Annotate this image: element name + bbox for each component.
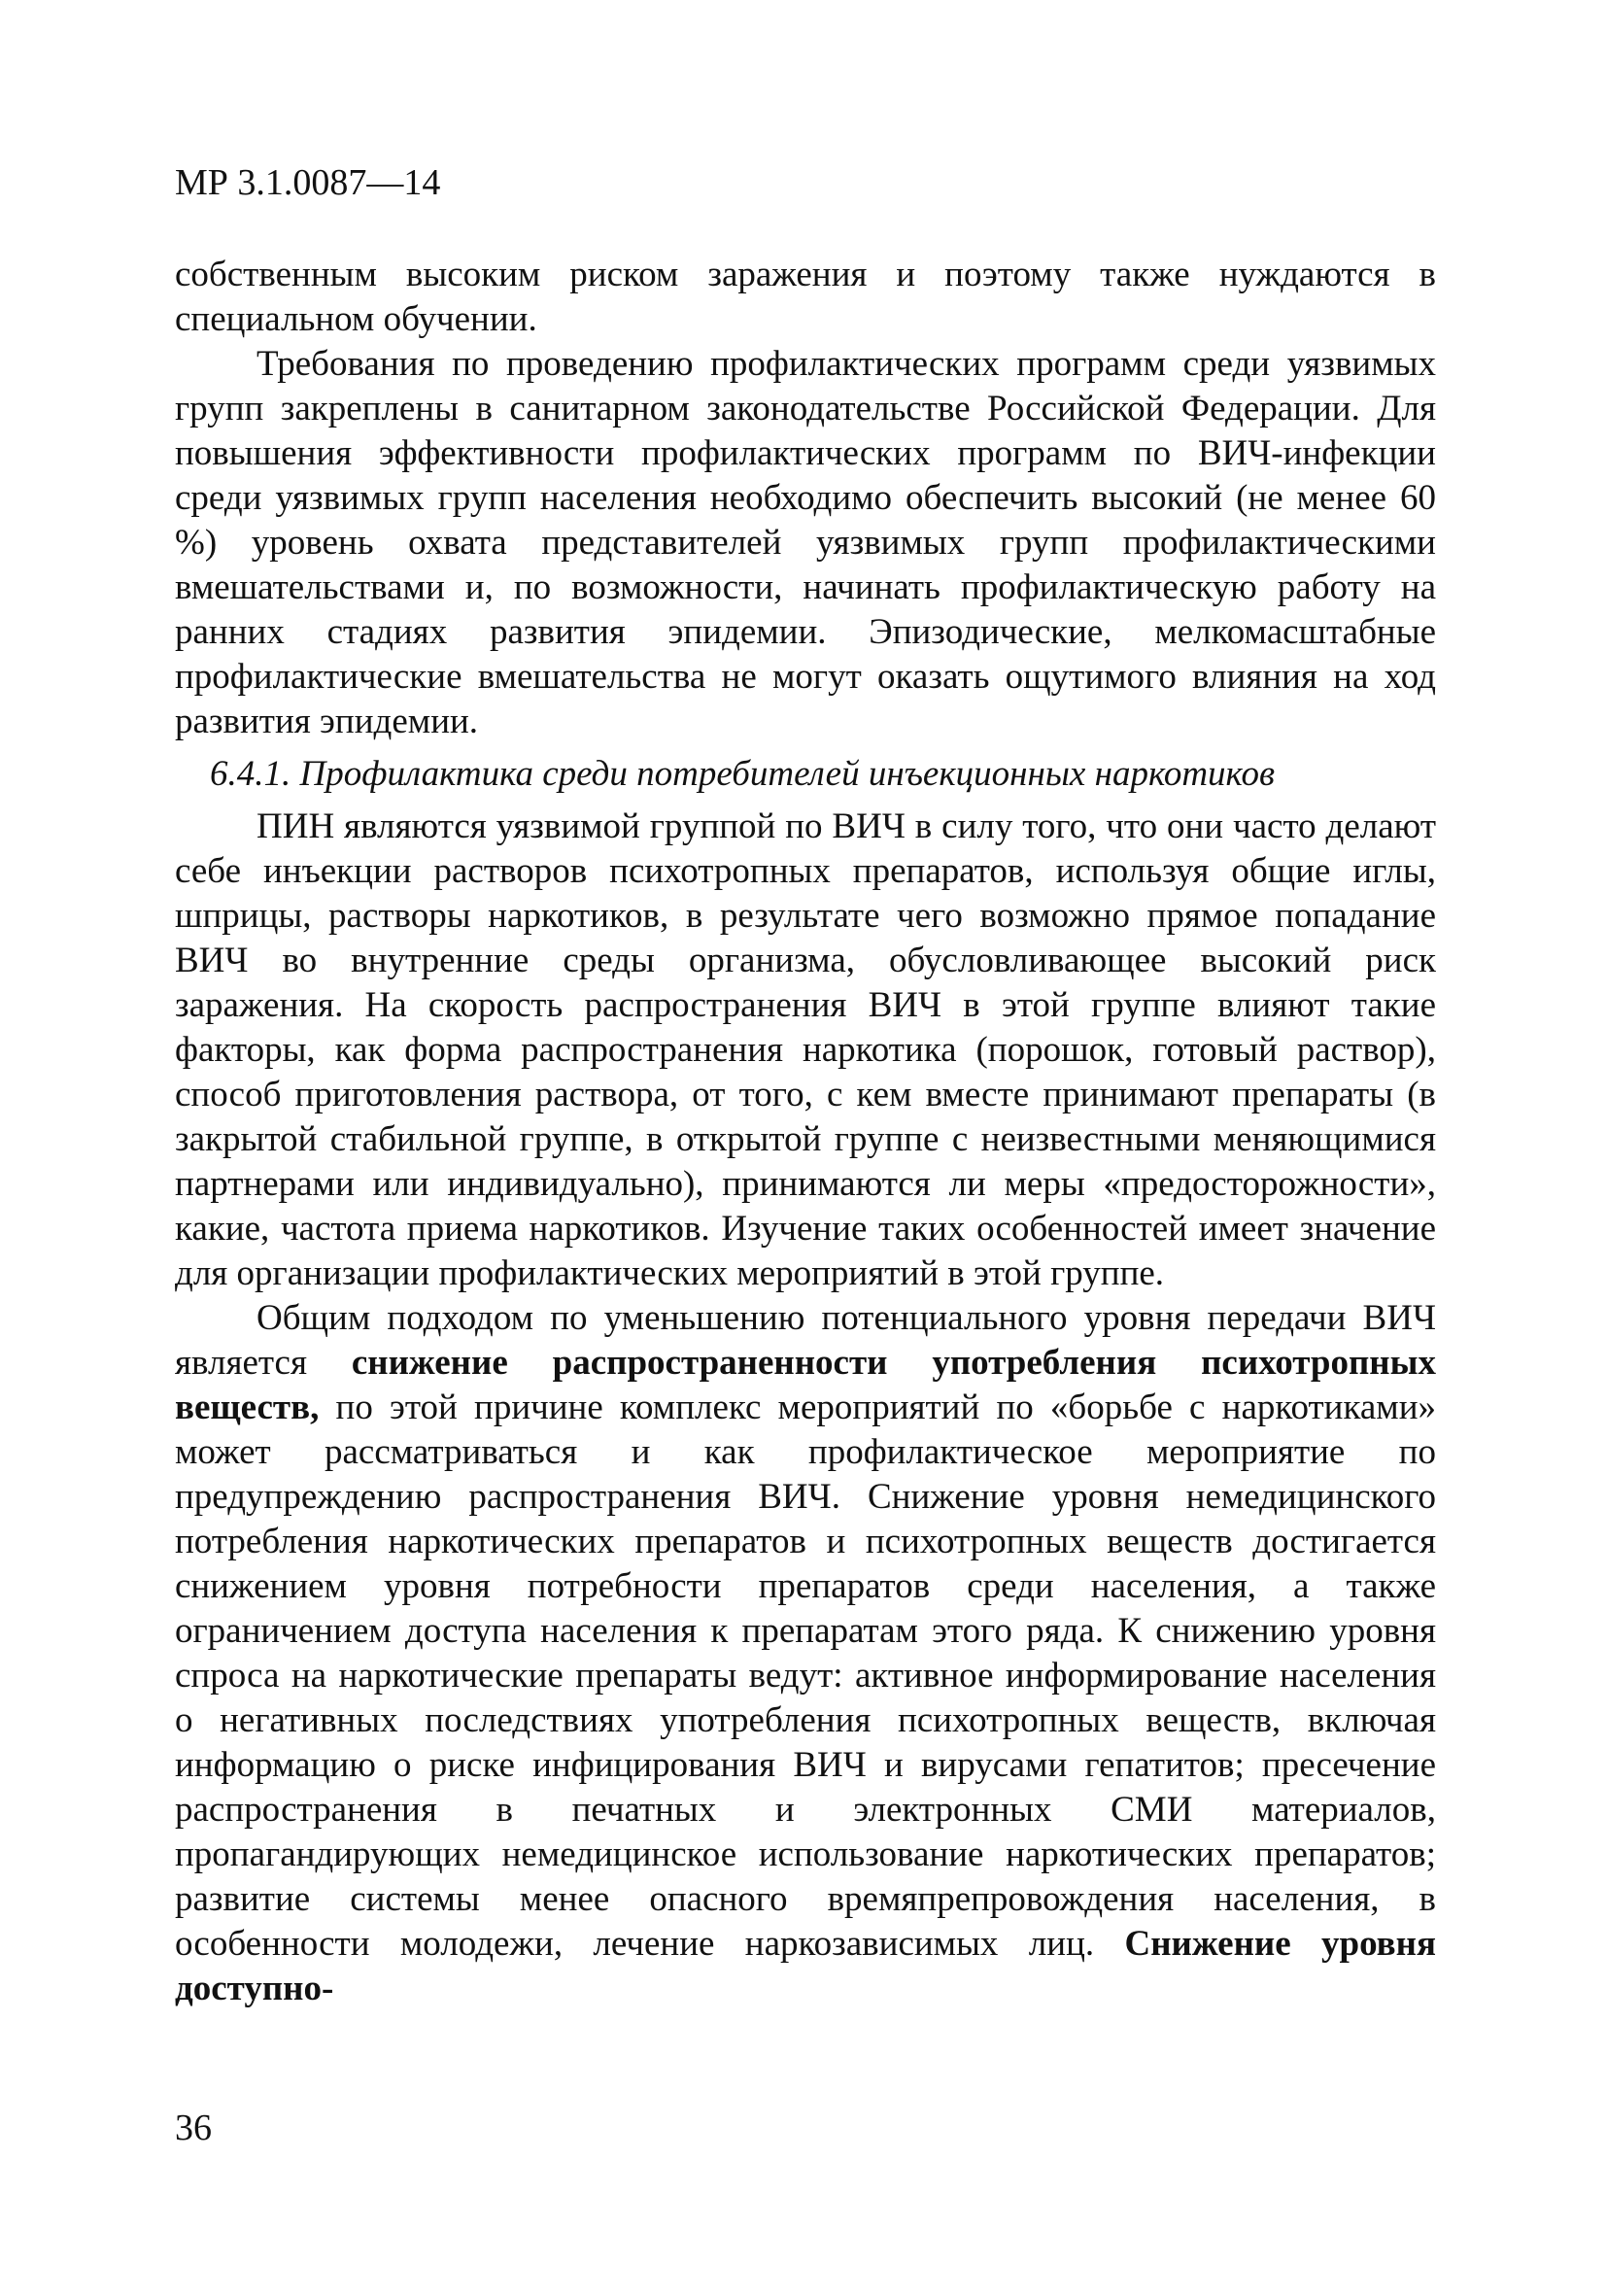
text-segment: Общим подходом по уменьшению потенциального уровня передачи ВИЧ является — [175, 1297, 1436, 1383]
text-segment: по этой причине комплекс мероприятий по «борьбе с наркотиками» может рассматриваться и как профилактическое мероприятие по предупреждению распространения ВИЧ. Снижение уровня немедицинского потребления наркотических препаратов и психотропных веществ достигается снижением уровня потребности препаратов среди населения, а также ограничением доступа населения к препаратам этого ряда. К снижению уровня спроса на наркотические препараты ведут: активное информирование населения о негативных последствиях употребления психотропных веществ, включая информацию о риске инфицирования ВИЧ и вирусами гепатитов; пресечение распространения в печатных и электронных СМИ материалов, пропагандирующих немедицинское использование наркотических препаратов; развитие системы менее опасного времяпрепровождения населения, в особенности молодежи, лечение наркозависимых лиц. — [175, 1387, 1436, 1964]
document-page — [175, 163, 1436, 2011]
page-number: 36 — [175, 2108, 212, 2148]
paragraph-requirements: Требования по проведению профилактических программ среди уязвимых групп закреплены в санитарном законодательстве Российской Федерации. Для повышения эффективности профилактических программ по ВИЧ-инфекции среди уязвимых групп населения необходимо обеспечить высокий (не менее 60 %) уровень охвата представителей уязвимых групп профилактическими вмешательствами и, по возможности, начинать профилактическую работу на ранних стадиях развития эпидемии. Эпизодические, мелкомасштабные профилактические вмешательства не могут оказать ощутимого влияния на ход развития эпидемии. — [175, 343, 1436, 741]
paragraph-pin: ПИН являются уязвимой группой по ВИЧ в силу того, что они часто делают себе инъекции растворов психотропных препаратов, используя общие иглы, шприцы, растворы наркотиков, в результате чего возможно прямое попадание ВИЧ во внутренние среды организма, обусловливающее высокий риск заражения. На скорость распространения ВИЧ в этой группе влияют такие факторы, как форма распространения наркотика (порошок, готовый раствор), способ приготовления раствора, от того, с кем вместе принимают препараты (в закрытой стабильной группе, в открытой группе с неизвестными меняющимися партнерами или индивидуально), принимаются ли меры «предосторожности», какие, частота приема наркотиков. Изучение таких особенностей имеет значение для организации профилактических мероприятий в этой группе. — [175, 805, 1436, 1293]
document-code: МР 3.1.0087—14 — [175, 162, 441, 203]
paragraph-continuation: собственным высоким риском заражения и поэтому также нуждаются в специальном обучении. — [175, 254, 1436, 339]
bold-emphasis: снижение распространенности употребления психотропных веществ, — [175, 1342, 1436, 1427]
section-heading: 6.4.1. Профилактика среди потребителей инъекционных наркотиков — [210, 753, 1276, 794]
bold-emphasis-trailing: Снижение уровня доступно- — [175, 1923, 1436, 2008]
paragraph-general-approach — [175, 1296, 1436, 2011]
